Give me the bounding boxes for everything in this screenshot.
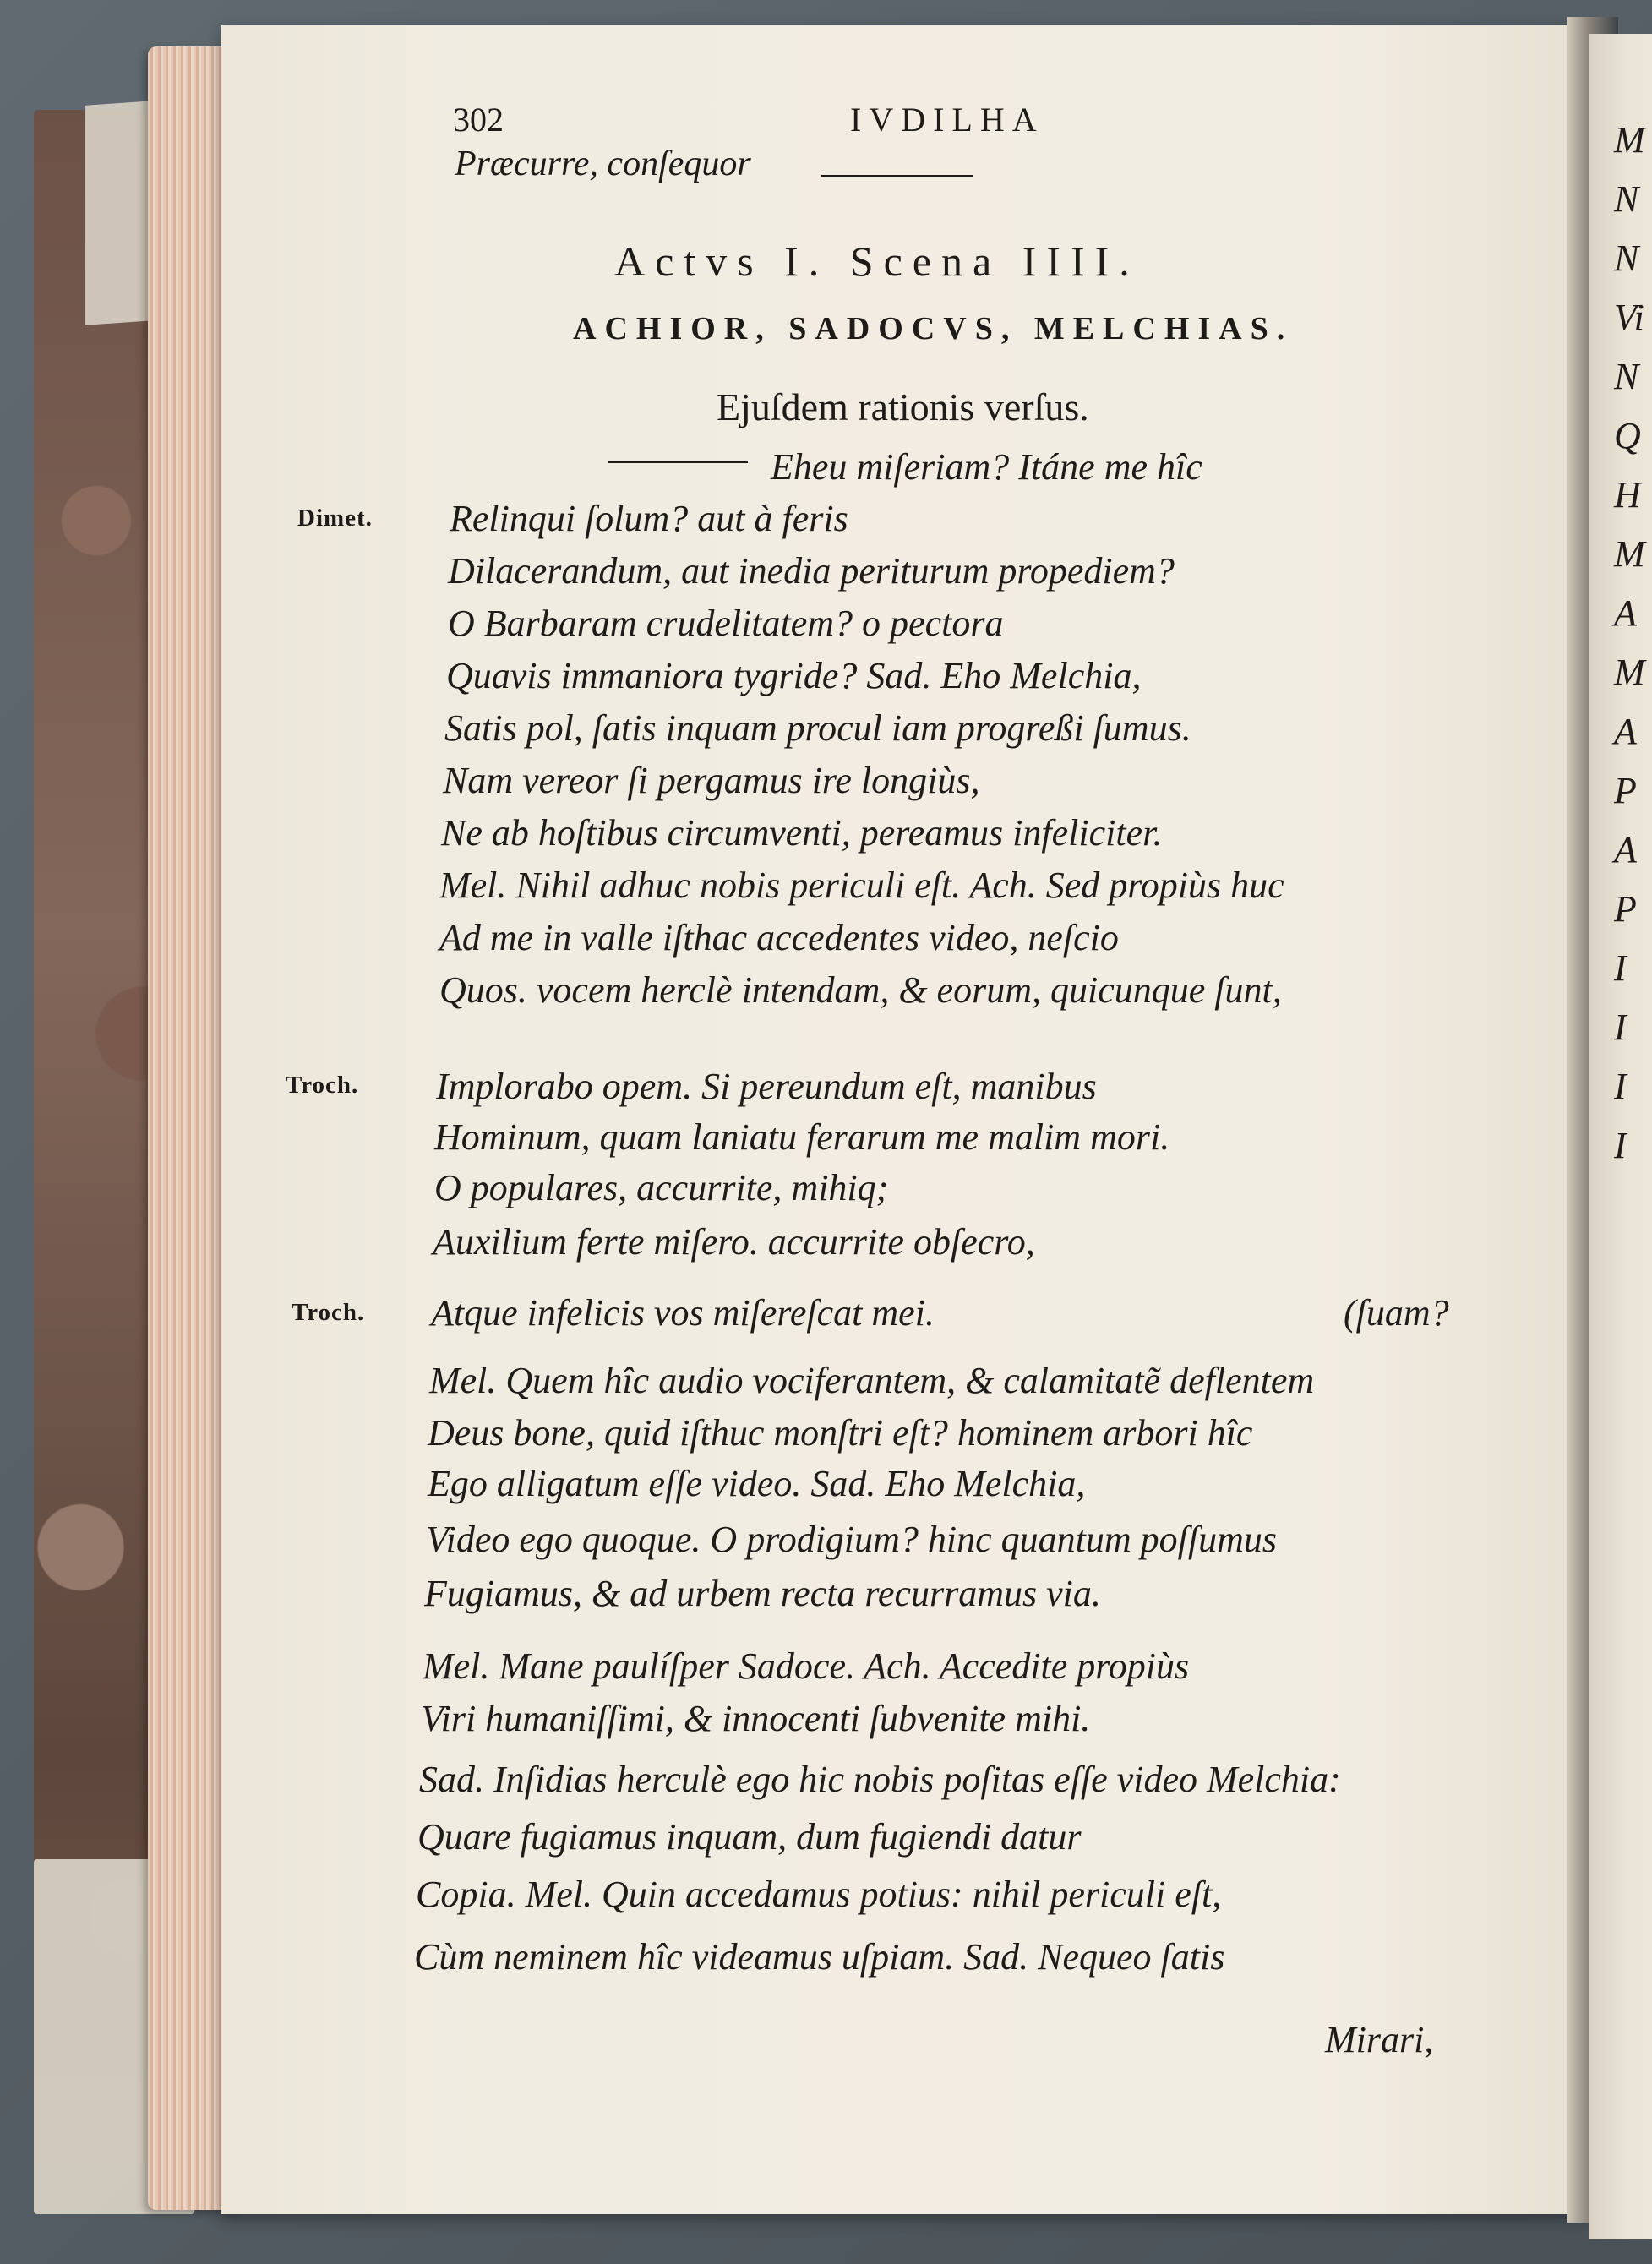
facing-page-letter: Vi bbox=[1614, 297, 1644, 338]
verse-line: Fugiamus, & ad urbem recta recurramus via. bbox=[424, 1573, 1101, 1614]
verse-line: Copia. Mel. Quin accedamus potius: nihil periculi eſt, bbox=[416, 1874, 1222, 1915]
continuation-rule bbox=[608, 461, 748, 463]
verse-line: Satis pol, ſatis inquam procul iam progreßi ſumus. bbox=[444, 707, 1191, 749]
facing-page-letter: M bbox=[1614, 533, 1645, 575]
verse-line: Ad me in valle iſthac accedentes video, neſcio bbox=[439, 917, 1119, 958]
catchline: Præcurre, conſequor bbox=[455, 145, 751, 183]
facing-page-letter: Q bbox=[1614, 415, 1641, 456]
facing-page-letter: I bbox=[1614, 1007, 1627, 1048]
facing-page-letter: N bbox=[1614, 356, 1639, 397]
verse-line: O populares, accurrite, mihiq; bbox=[434, 1167, 889, 1208]
verse-line: Quavis immaniora tygride? Sad. Eho Melchia, bbox=[446, 655, 1142, 696]
verse-line: Quos. vocem herclè intendam, & eorum, quicunque ſunt, bbox=[439, 969, 1282, 1011]
verse-line: Dilacerandum, aut inedia periturum propediem? bbox=[448, 550, 1175, 592]
page-number: 302 bbox=[453, 101, 504, 139]
verse-line: Mel. Nihil adhuc nobis periculi eſt. Ach. Sed propiùs huc bbox=[439, 865, 1284, 906]
verse-line: Relinqui ſolum? aut à feris bbox=[450, 498, 848, 539]
facing-page-letter: H bbox=[1614, 474, 1641, 516]
facing-page-letter: I bbox=[1614, 1066, 1627, 1107]
margin-note-troch: Troch. bbox=[286, 1072, 359, 1099]
facing-page-letter: I bbox=[1614, 947, 1627, 989]
scene-speakers: ACHIOR, SADOCVS, MELCHIAS. bbox=[573, 311, 1294, 346]
facing-page-letter: P bbox=[1614, 770, 1637, 811]
metre-note: Ejuſdem rationis verſus. bbox=[717, 385, 1089, 428]
verse-line: Cùm neminem hîc videamus uſpiam. Sad. Nequeo ſatis bbox=[414, 1936, 1225, 1978]
verse-line: Eheu miſeriam? Itáne me hîc bbox=[771, 446, 1202, 488]
verse-line: Deus bone, quid iſthuc monſtri eſt? hominem arbori hîc bbox=[428, 1412, 1253, 1454]
running-title: IVDILHA bbox=[850, 101, 1044, 139]
verse-line: Atque infelicis vos miſereſcat mei. bbox=[431, 1292, 935, 1334]
verse-line: Nam vereor ſi pergamus ire longiùs, bbox=[443, 760, 980, 801]
verse-line: Mel. Mane paulíſper Sadoce. Ach. Accedite propiùs bbox=[423, 1645, 1190, 1687]
margin-note-dimet: Dimet. bbox=[297, 505, 373, 532]
verse-line: Auxilium ferte miſero. accurrite obſecro, bbox=[433, 1221, 1035, 1263]
catchword: Mirari, bbox=[1325, 2019, 1434, 2060]
facing-page-letter: P bbox=[1614, 888, 1637, 930]
margin-note-troch: Troch. bbox=[292, 1299, 365, 1326]
facing-page-letter: A bbox=[1614, 592, 1637, 634]
verse-line: Hominum, quam laniatu ferarum me malim mori. bbox=[434, 1116, 1170, 1158]
facing-page-letter: I bbox=[1614, 1125, 1627, 1166]
verse-line: Ne ab hoſtibus circumventi, pereamus infeliciter. bbox=[441, 812, 1163, 854]
verse-line: Viri humaniſſimi, & innocenti ſubvenite mihi. bbox=[421, 1698, 1091, 1739]
verse-line: O Barbaram crudelitatem? o pectora bbox=[448, 603, 1004, 644]
facing-page-letter: M bbox=[1614, 119, 1645, 161]
facing-page-letter: A bbox=[1614, 711, 1637, 752]
verse-line: Video ego quoque. O prodigium? hinc quantum poſſumus bbox=[426, 1519, 1278, 1560]
facing-page-letter: M bbox=[1614, 652, 1645, 693]
scene-title: Actvs I. Scena IIII. bbox=[614, 237, 1140, 285]
verse-line: Quare fugiamus inquam, dum fugiendi datur bbox=[417, 1816, 1082, 1858]
catchline-rule bbox=[821, 175, 973, 177]
facing-page-letter: A bbox=[1614, 829, 1637, 870]
verse-line: Implorabo opem. Si pereundum eſt, manibus bbox=[436, 1066, 1097, 1107]
facing-page-letter: N bbox=[1614, 178, 1639, 220]
facing-page-letter: N bbox=[1614, 237, 1639, 279]
verse-line: Sad. Inſidias herculè ego hic nobis poſitas eſſe video Melchia: bbox=[419, 1759, 1341, 1800]
turnover-bracket: (ſuam? bbox=[1344, 1292, 1449, 1334]
verse-line: Mel. Quem hîc audio vociferantem, & calamitatẽ deflentem bbox=[429, 1360, 1315, 1401]
verse-line: Ego alligatum eſſe video. Sad. Eho Melchia, bbox=[428, 1463, 1086, 1504]
